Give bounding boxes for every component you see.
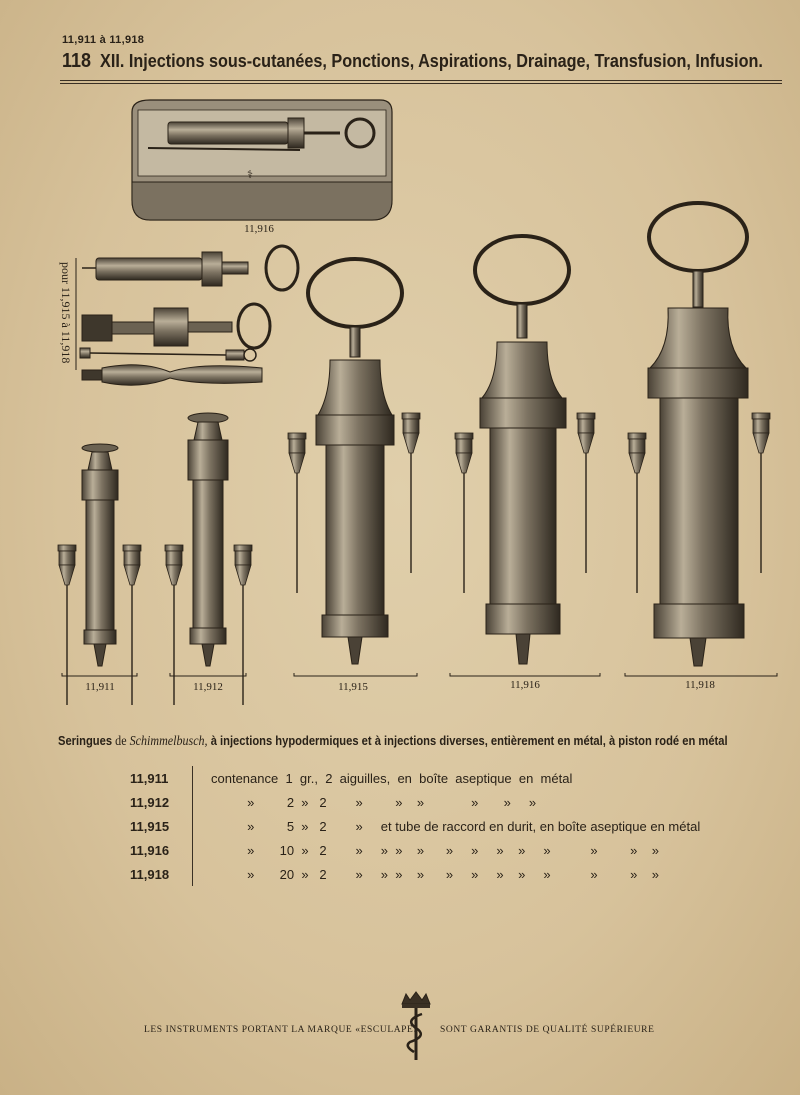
header-rule-secondary	[60, 83, 782, 84]
section-title: XII. Injections sous-cutanées, Ponctions, Aspirations, Drainage, Transfusion, Infusion.	[100, 51, 763, 71]
desc-rest: à injections hypodermiques et à injections diverses, entièrement en métal, à piston rodé en métal	[210, 733, 728, 748]
aseptic-box	[132, 100, 392, 220]
svg-text:⚕: ⚕	[247, 169, 253, 181]
footer-left-text: LES INSTRUMENTS PORTANT LA MARQUE «ESCULAPE»	[144, 1025, 419, 1035]
desc-de: de	[115, 734, 127, 749]
vertical-label: pour 11,915 à 11,918	[59, 262, 73, 364]
label-11918: 11,918	[685, 679, 715, 691]
label-11915: 11,915	[338, 681, 368, 693]
piston-rod	[82, 304, 270, 348]
needle-horizontal	[80, 348, 256, 361]
syringe-11912	[165, 413, 252, 705]
page-number: 118	[62, 50, 92, 72]
desc-brand: Schimmelbusch,	[129, 734, 208, 749]
item-code: 11,912	[130, 790, 193, 814]
product-description	[58, 733, 728, 750]
esculape-logo-icon	[396, 990, 436, 1062]
syringe-11911	[58, 444, 141, 705]
item-spec: » 2 » 2 » » » » » »	[211, 794, 537, 810]
desc-lead: Seringues	[58, 733, 113, 748]
item-code: 11,918	[130, 862, 193, 886]
item-range: 11,911 à 11,918	[62, 34, 145, 46]
label-11916: 11,916	[510, 679, 540, 691]
item-spec: contenance 1 gr., 2 aiguilles, en boîte aseptique en métal	[211, 770, 573, 786]
item-spec: » 5 » 2 » et tube de raccord en durit, en boîte aseptique en métal	[211, 818, 701, 834]
label-11912: 11,912	[193, 681, 223, 693]
syringe-illustration	[0, 88, 800, 708]
item-code: 11,916	[130, 838, 193, 862]
page-header	[62, 50, 763, 73]
table-row	[130, 838, 700, 862]
item-spec: » 10 » 2 » » » » » » » » » » » »	[211, 842, 659, 858]
syringe-11918	[628, 203, 770, 666]
table-row	[130, 766, 700, 790]
spec-table	[130, 766, 700, 886]
table-row	[130, 790, 700, 814]
horizontal-syringe	[82, 246, 298, 290]
item-code: 11,911	[130, 766, 193, 790]
item-code: 11,915	[130, 814, 193, 838]
label-brackets	[62, 673, 777, 676]
handle-tool	[82, 365, 262, 385]
item-spec: » 20 » 2 » » » » » » » » » » » »	[211, 866, 659, 882]
footer-right-text: SONT GARANTIS DE QUALITÉ SUPÉRIEURE	[440, 1025, 655, 1035]
syringe-11916	[455, 236, 595, 664]
table-row	[130, 862, 700, 886]
syringe-11915	[288, 259, 420, 664]
case-label: 11,916	[244, 223, 274, 235]
table-row	[130, 814, 700, 838]
label-11911: 11,911	[85, 681, 115, 693]
header-rule	[60, 80, 782, 81]
